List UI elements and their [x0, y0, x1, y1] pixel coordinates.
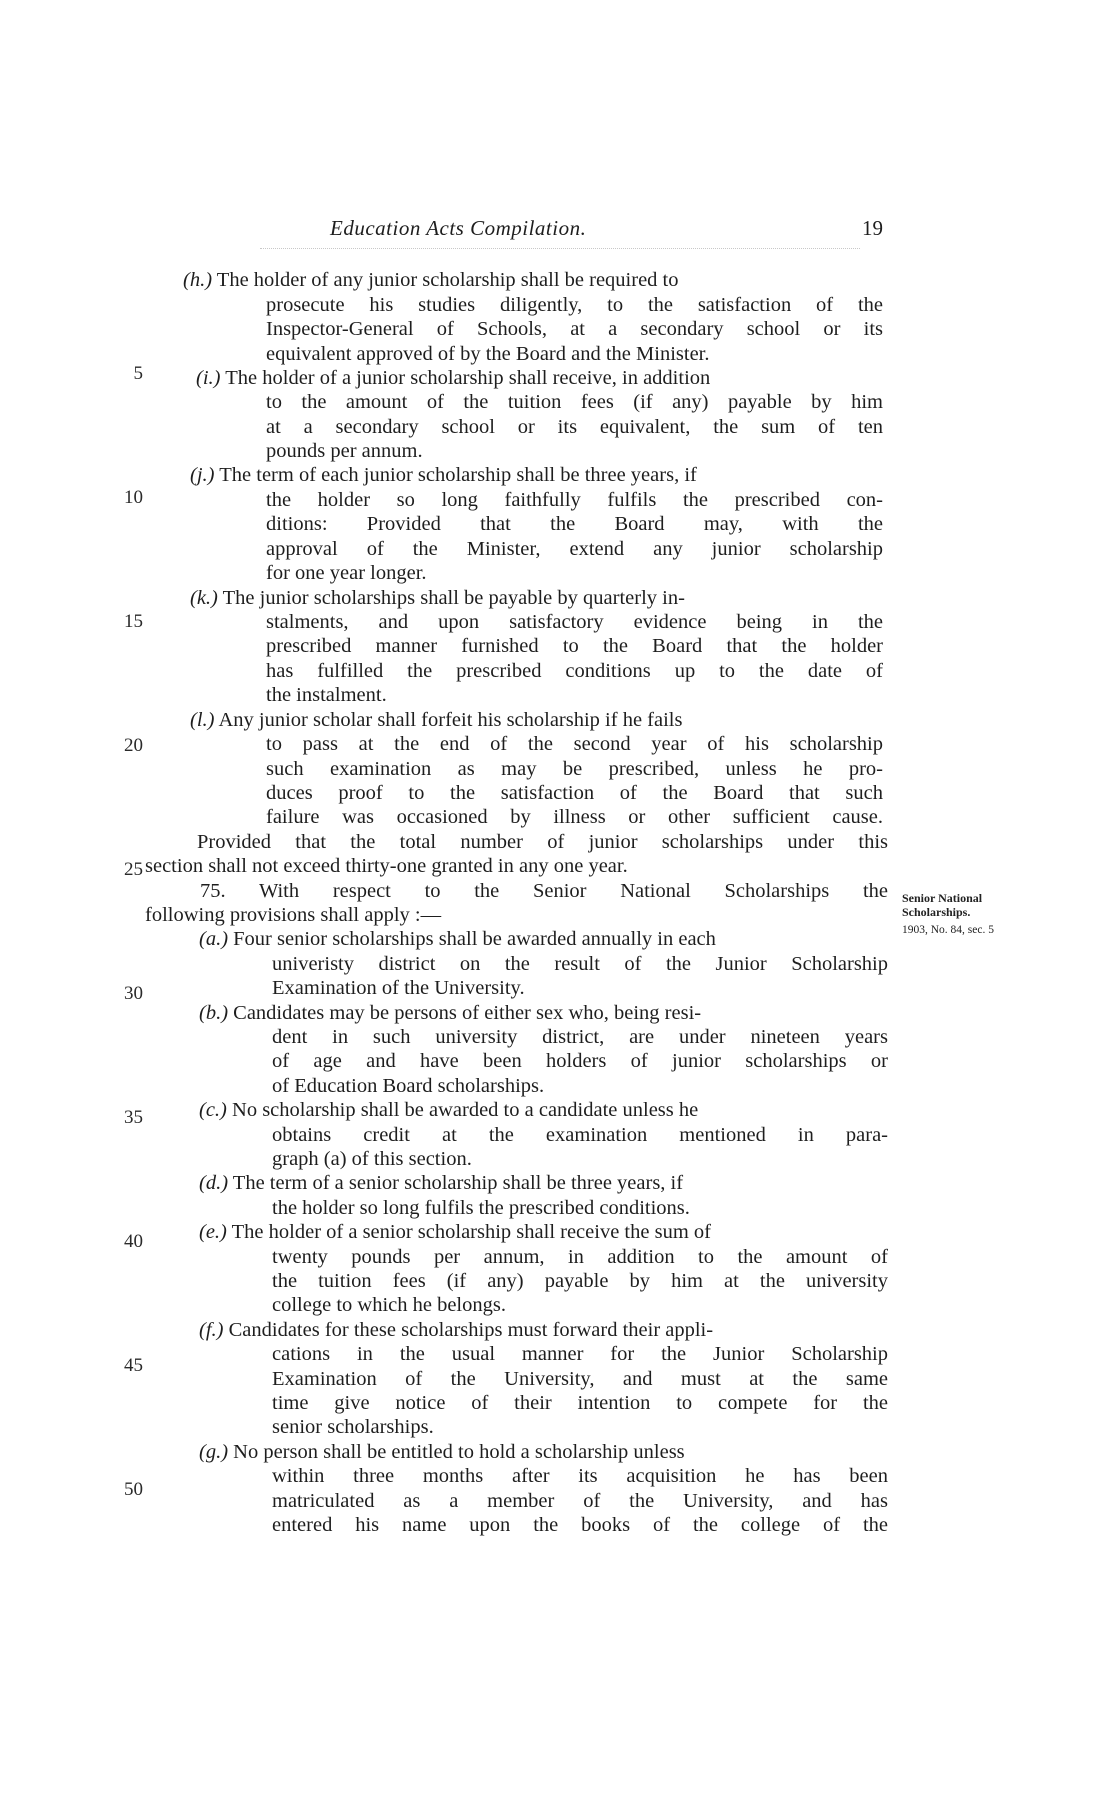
body-line: equivalent approved of by the Board and the Minister.: [266, 343, 710, 365]
body-line: the holder so long fulfils the prescribed conditions.: [272, 1197, 690, 1219]
body-line: Inspector-General of Schools, at a secondary school or its: [266, 318, 883, 340]
line-text: The holder of a junior scholarship shall receive, in addition: [225, 367, 711, 389]
body-line: for one year longer.: [266, 562, 427, 584]
line-number: 15: [124, 611, 143, 632]
margin-note-title: Senior National: [902, 891, 983, 905]
clause-label: (l.): [190, 709, 215, 731]
body-line: [199, 1318, 888, 1342]
body-line: [190, 586, 883, 610]
body-line: univeristy district on the result of the Junior Scholarship: [272, 953, 888, 975]
body-line: [199, 1220, 888, 1244]
body-line: prescribed manner furnished to the Board that the holder: [266, 635, 883, 657]
clause-label: (b.): [199, 1002, 229, 1024]
body-line: failure was occasioned by illness or other sufficient cause.: [266, 806, 883, 828]
clause-label: (e.): [199, 1221, 227, 1243]
line-number: 5: [133, 363, 143, 384]
clause-label: (h.): [183, 269, 213, 291]
line-text: The holder of a senior scholarship shall receive the sum of: [231, 1221, 711, 1243]
body-line: the holder so long faithfully fulfils the prescribed con-: [266, 489, 883, 511]
body-line: the instalment.: [266, 684, 387, 706]
clause-label: (a.): [199, 928, 229, 950]
body-line: approval of the Minister, extend any junior scholarship: [266, 538, 883, 560]
body-line: prosecute his studies diligently, to the satisfaction of the: [266, 294, 883, 316]
body-line: [190, 463, 883, 487]
body-line: ditions: Provided that the Board may, with the: [266, 513, 883, 535]
line-number: 45: [124, 1355, 143, 1376]
body-line: graph (a) of this section.: [272, 1148, 472, 1170]
section-heading-line: 75. With respect to the Senior National Scholarships the: [200, 880, 888, 902]
body-line: time give notice of their intention to compete for the: [272, 1392, 888, 1414]
line-text: The term of a senior scholarship shall be three years, if: [232, 1172, 684, 1194]
clause-label: (c.): [199, 1099, 227, 1121]
body-line: of age and have been holders of junior scholarships or: [272, 1050, 888, 1072]
margin-note-title: Scholarships.: [902, 905, 971, 919]
header-rule: [260, 248, 860, 249]
margin-note: [902, 891, 994, 937]
clause-label: (j.): [190, 464, 215, 486]
body-line: of Education Board scholarships.: [272, 1075, 545, 1097]
body-line: entered his name upon the books of the college of the: [272, 1514, 888, 1536]
line-text: Candidates may be persons of either sex who, being resi-: [233, 1002, 702, 1024]
body-line: to pass at the end of the second year of his scholarship: [266, 733, 883, 755]
body-line: duces proof to the satisfaction of the Board that such: [266, 782, 883, 804]
body-line: to the amount of the tuition fees (if any) payable by him: [266, 391, 883, 413]
line-number: 35: [124, 1107, 143, 1128]
body-line: senior scholarships.: [272, 1416, 434, 1438]
body-line: at a secondary school or its equivalent, the sum of ten: [266, 416, 883, 438]
body-line: twenty pounds per annum, in addition to the amount of: [272, 1246, 888, 1268]
body-line: Examination of the University.: [272, 977, 525, 999]
body-line: cations in the usual manner for the Junior Scholarship: [272, 1343, 888, 1365]
line-text: Any junior scholar shall forfeit his scholarship if he fails: [218, 709, 683, 731]
body-line: following provisions shall apply :—: [145, 904, 442, 926]
body-line: Examination of the University, and must at the same: [272, 1368, 888, 1390]
body-line: obtains credit at the examination mentioned in para-: [272, 1124, 888, 1146]
line-number: 30: [124, 983, 143, 1004]
margin-note-reference: 1903, No. 84, sec. 5: [902, 924, 994, 936]
body-line: the tuition fees (if any) payable by him at the university: [272, 1270, 888, 1292]
running-header-title: Education Acts Compilation.: [330, 216, 587, 240]
body-line: [199, 1171, 888, 1195]
body-line: [199, 927, 888, 951]
line-text: Candidates for these scholarships must forward their appli-: [228, 1319, 714, 1341]
line-number: 10: [124, 487, 143, 508]
body-line: [196, 366, 883, 390]
body-line: matriculated as a member of the University, and has: [272, 1490, 888, 1512]
clause-label: (f.): [199, 1319, 224, 1341]
line-text: The holder of any junior scholarship shall be required to: [216, 269, 679, 291]
line-text: No scholarship shall be awarded to a candidate unless he: [232, 1099, 699, 1121]
body-line: [199, 1440, 888, 1464]
body-line: Provided that the total number of junior scholarships under this: [197, 831, 888, 853]
body-line: college to which he belongs.: [272, 1294, 506, 1316]
body-line: [199, 1098, 888, 1122]
clause-label: (k.): [190, 587, 218, 609]
body-line: stalments, and upon satisfactory evidence being in the: [266, 611, 883, 633]
body-line: pounds per annum.: [266, 440, 423, 462]
clause-label: (g.): [199, 1441, 229, 1463]
body-line: such examination as may be prescribed, unless he pro-: [266, 758, 883, 780]
line-number: 40: [124, 1231, 143, 1252]
body-line: has fulfilled the prescribed conditions up to the date of: [266, 660, 883, 682]
line-text: The junior scholarships shall be payable by quarterly in-: [222, 587, 685, 609]
line-number: 20: [124, 735, 143, 756]
line-number: 25: [124, 859, 143, 880]
clause-label: (i.): [196, 367, 221, 389]
body-line: [183, 268, 883, 292]
body-line: [190, 708, 883, 732]
clause-label: (d.): [199, 1172, 229, 1194]
body-line: section shall not exceed thirty-one granted in any one year.: [145, 855, 628, 877]
line-text: No person shall be entitled to hold a scholarship unless: [233, 1441, 685, 1463]
line-text: The term of each junior scholarship shall be three years, if: [219, 464, 697, 486]
line-number: 50: [124, 1479, 143, 1500]
line-text: Four senior scholarships shall be awarded annually in each: [233, 928, 716, 950]
body-line: within three months after its acquisition he has been: [272, 1465, 888, 1487]
body-line: [199, 1001, 888, 1025]
page-number: 19: [862, 216, 883, 240]
body-line: dent in such university district, are under nineteen years: [272, 1026, 888, 1048]
